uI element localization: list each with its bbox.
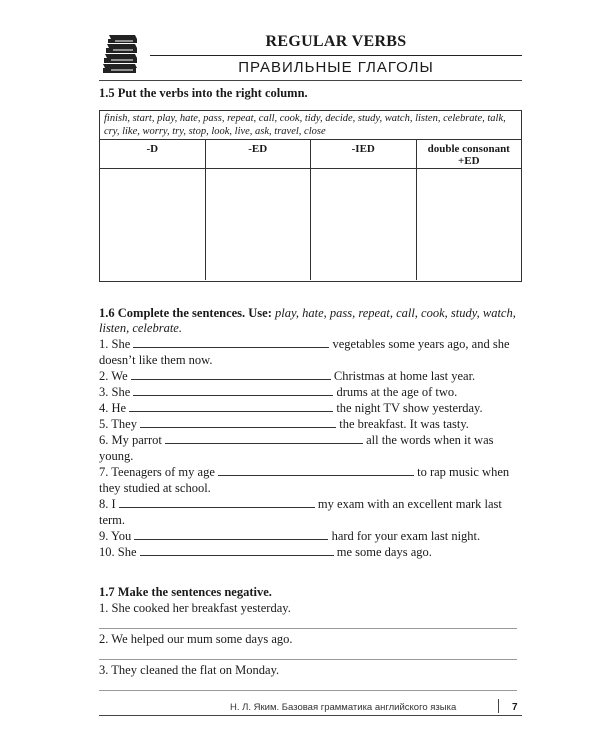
page-number: 7 (512, 702, 518, 713)
page-subtitle: ПРАВИЛЬНЫЕ ГЛАГОЛЫ (238, 59, 434, 76)
answer-blank[interactable] (129, 400, 333, 412)
sentence-7: 7. Teenagers of my age to rap music when (99, 465, 510, 479)
sentence-7-cont: they studied at school. (99, 481, 211, 495)
verb-sorting-table (99, 110, 522, 282)
footer-book-title: Н. Л. Яким. Базовая грамматика английского языка (230, 702, 457, 713)
sentence-3: 3. She drums at the age of two. (99, 385, 458, 399)
sentence-8-cont: term. (99, 513, 126, 527)
answer-blank[interactable] (119, 496, 315, 508)
sentence-10: 10. She me some days ago. (99, 545, 432, 559)
sentence-1: 1. She vegetables some years ago, and she (99, 337, 510, 351)
answer-blank[interactable] (165, 432, 363, 444)
exercise-1-7-heading: 1.7 Make the sentences negative. (99, 585, 272, 599)
answer-line-1[interactable] (99, 628, 517, 629)
column-ied[interactable] (311, 140, 417, 280)
column-d[interactable] (100, 140, 206, 280)
column-header-ied: -IED (311, 140, 416, 169)
sentence-5: 5. They the breakfast. It was tasty. (99, 417, 469, 431)
answer-blank[interactable] (131, 368, 331, 380)
answer-blank[interactable] (140, 416, 336, 428)
footer-separator (498, 699, 499, 713)
exercise-1-6-words: listen, celebrate. (99, 321, 182, 335)
negative-sentence-1: 1. She cooked her breakfast yesterday. (99, 601, 291, 615)
column-header-double-consonant: double consonant +ED (417, 140, 522, 169)
sentence-4: 4. He the night TV show yesterday. (99, 401, 483, 415)
answer-blank[interactable] (218, 464, 414, 476)
sentence-1-cont: doesn’t like them now. (99, 353, 213, 367)
books-icon (99, 34, 141, 74)
sentence-9: 9. You hard for your exam last night. (99, 529, 481, 543)
column-header-d: -D (100, 140, 205, 169)
sentence-6: 6. My parrot all the words when it was (99, 433, 494, 447)
answer-blank[interactable] (134, 528, 328, 540)
sentence-2: 2. We Christmas at home last year. (99, 369, 476, 383)
exercise-1-5-heading: 1.5 Put the verbs into the right column. (99, 86, 308, 100)
column-header-ed: -ED (206, 140, 311, 169)
answer-blank[interactable] (133, 336, 329, 348)
answer-line-3[interactable] (99, 690, 517, 691)
column-ed[interactable] (206, 140, 312, 280)
negative-sentence-2: 2. We helped our mum some days ago. (99, 632, 293, 646)
verb-list: finish, start, play, hate, pass, repeat, call, cook, tidy, decide, study, watch, listen, celebrate, talk, cry, like, worry, try, stop, look, live, ask, travel, close (100, 111, 521, 140)
title-rule (150, 55, 522, 56)
answer-line-2[interactable] (99, 659, 517, 660)
column-double-consonant[interactable] (417, 140, 522, 280)
page-title: REGULAR VERBS (265, 33, 407, 50)
negative-sentence-3: 3. They cleaned the flat on Monday. (99, 663, 280, 677)
answer-blank[interactable] (140, 544, 334, 556)
sentence-8: 8. I my exam with an excellent mark last (99, 497, 502, 511)
footer-rule (99, 715, 522, 716)
answer-blank[interactable] (133, 384, 333, 396)
subtitle-rule (99, 80, 522, 81)
sentence-6-cont: young. (99, 449, 134, 463)
exercise-1-6-heading: 1.6 Complete the sentences. Use: play, hate, pass, repeat, call, cook, study, watch, (99, 306, 516, 320)
